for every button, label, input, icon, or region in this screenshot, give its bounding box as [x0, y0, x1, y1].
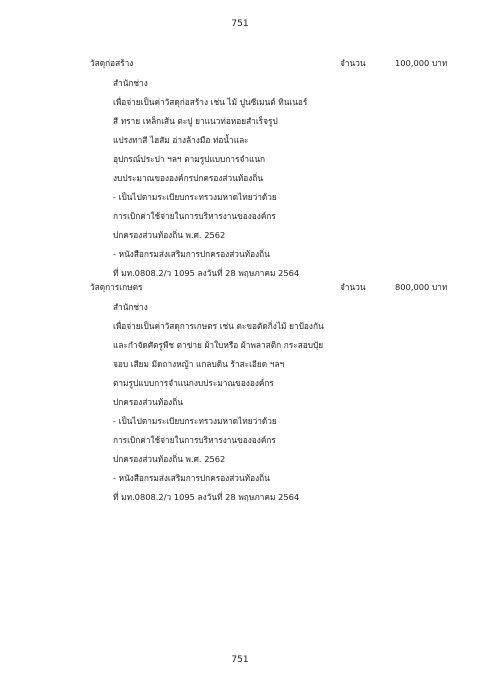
- section-line: ปกครองส่วนท้องถิ่น พ.ศ. 2562: [113, 230, 226, 240]
- amount-value: 800,000 บาท: [395, 282, 448, 292]
- section-title: วัสดุก่อสร้าง: [90, 58, 134, 68]
- section-line: ปกครองส่วนท้องถิ่น: [113, 397, 183, 407]
- amount-label: จำนวน: [340, 282, 366, 292]
- section-line: ที่ มท.0808.2/ว 1095 ลงวันที่ 28 พฤษภาคม 2564: [113, 492, 300, 502]
- page-number-bottom: 751: [231, 655, 249, 665]
- section-line: ตามรูปแบบการจำแนกงบประมาณขององค์กร: [113, 378, 274, 388]
- section-line: - หนังสือกรมส่งเสริมการปกครองส่วนท้องถิ่น: [113, 249, 270, 259]
- amount-label: จำนวน: [340, 58, 366, 68]
- section-line: อุปกรณ์ประปา ฯลฯ ตามรูปแบบการจำแนก: [113, 154, 266, 164]
- section-line: - เป็นไปตามระเบียบกระทรวงมหาดไทยว่าด้วย: [113, 192, 277, 202]
- section-line: สี ทราย เหล็กเส้น ตะปู ยาแนวท่อหอยสำเร็จรูป: [113, 116, 278, 126]
- section-line: - เป็นไปตามระเบียบกระทรวงมหาดไทยว่าด้วย: [113, 416, 277, 426]
- section-line: แปรงทาสี ไฮสัม อ่างล้างมือ ท่อน้ำและ: [113, 135, 249, 145]
- section-line: เพื่อจ่ายเป็นค่าวัสดุก่อสร้าง เช่น ไม้ ปูนซีเมนต์ ทินเนอร์: [113, 97, 308, 107]
- section-title: วัสดุการเกษตร: [90, 282, 143, 292]
- section-line: งบประมาณขององค์กรปกครองส่วนท้องถิ่น: [113, 173, 264, 183]
- section-line: ปกครองส่วนท้องถิ่น พ.ศ. 2562: [113, 454, 226, 464]
- page-number-top: 751: [231, 19, 249, 29]
- section-line: การเบิกค่าใช้จ่ายในการบริหารงานขององค์กร: [113, 435, 276, 445]
- section-line: ที่ มท.0808.2/ว 1095 ลงวันที่ 28 พฤษภาคม 2564: [113, 268, 300, 278]
- section-line: และกำจัดศัตรูพืช ตาข่าย ผ้าใบหรือ ผ้าพลาสติก กระสอบปุ๋ย: [113, 340, 324, 350]
- section-line: เพื่อจ่ายเป็นค่าวัสดุการเกษตร เช่น ตะขอตัดกิ่งไม้ ยาป้องกัน: [113, 321, 324, 331]
- section-line: จอบ เสียม มีดถางหญ้า แกลบดิน ร้าสะเอียด ฯลฯ: [113, 359, 285, 369]
- section-line: - หนังสือกรมส่งเสริมการปกครองส่วนท้องถิ่น: [113, 473, 270, 483]
- section-line: การเบิกค่าใช้จ่ายในการบริหารงานขององค์กร: [113, 211, 276, 221]
- amount-value: 100,000 บาท: [395, 58, 448, 68]
- section-line: สำนักช่าง: [113, 78, 148, 88]
- section-line: สำนักช่าง: [113, 302, 148, 312]
